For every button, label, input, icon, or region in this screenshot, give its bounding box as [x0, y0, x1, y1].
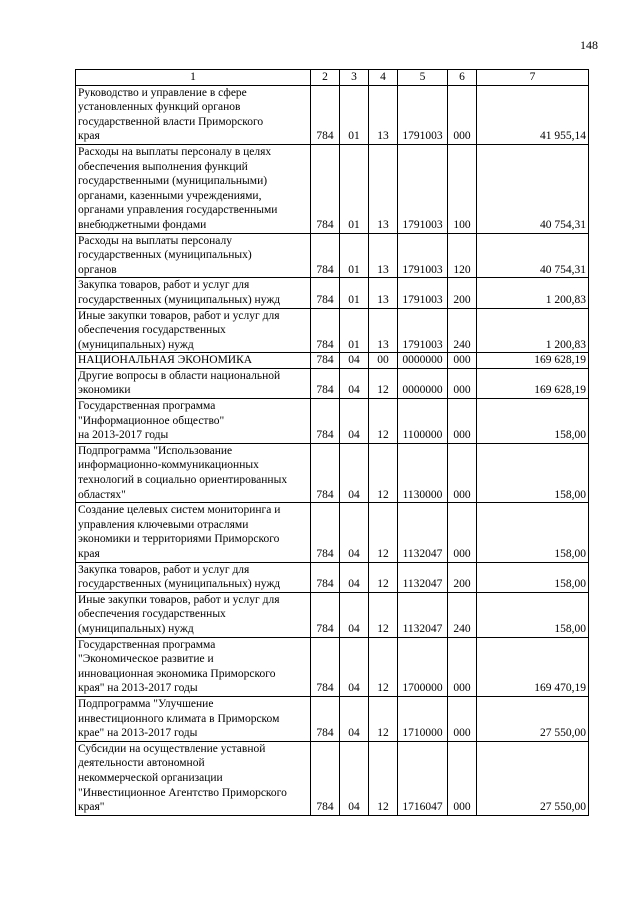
- item-name-line: Субсидии на осуществление уставной: [78, 742, 266, 755]
- item-name-line: обеспечения государственных: [78, 324, 226, 337]
- subsection-code: 13: [369, 144, 398, 233]
- item-name-line: технологий в социально ориентированных: [78, 474, 288, 487]
- ministry-code: 784: [311, 399, 340, 444]
- item-name-line: Другие вопросы в области национальной: [78, 369, 281, 382]
- table-row: [76, 144, 589, 233]
- item-name-line: Иные закупки товаров, работ и услуг для: [78, 593, 280, 606]
- item-name-line: на 2013-2017 годы: [78, 429, 169, 442]
- amount: 27 550,00: [477, 741, 589, 815]
- item-name-line: областях": [78, 488, 126, 501]
- item-name: [76, 308, 311, 353]
- item-name-line: управления ключевыми отраслями: [78, 518, 249, 531]
- amount: 40 754,31: [477, 233, 589, 278]
- item-name: [76, 562, 311, 592]
- item-name-line: государственных (муниципальных) нужд: [78, 293, 281, 306]
- section-code: 04: [340, 562, 369, 592]
- item-name: [76, 353, 311, 369]
- item-name-line: края" на 2013-2017 годы: [78, 682, 198, 695]
- ministry-code: 784: [311, 592, 340, 637]
- item-name: [76, 368, 311, 398]
- article-code: 0000000: [398, 368, 448, 398]
- article-code: 1130000: [398, 443, 448, 502]
- table-row: [76, 696, 589, 741]
- column-header-1: 1: [76, 70, 311, 86]
- column-header-2: 2: [311, 70, 340, 86]
- column-header-7: 7: [477, 70, 589, 86]
- article-code: 1132047: [398, 562, 448, 592]
- expense-type-code: 200: [448, 278, 477, 308]
- item-name-line: Подпрограмма "Улучшение: [78, 697, 214, 710]
- table-row: [76, 443, 589, 502]
- expense-type-code: 000: [448, 443, 477, 502]
- expense-type-code: 000: [448, 741, 477, 815]
- article-code: 1791003: [398, 144, 448, 233]
- item-name-line: края: [78, 548, 100, 560]
- item-name: [76, 443, 311, 502]
- item-name-line: Расходы на выплаты персоналу в целях: [78, 145, 272, 158]
- section-code: 04: [340, 637, 369, 696]
- page-number: 148: [580, 38, 598, 52]
- item-name-line: органами, казенными учреждениями,: [78, 189, 262, 202]
- item-name-line: (муниципальных) нужд: [78, 622, 194, 635]
- section-code: 04: [340, 696, 369, 741]
- amount: 40 754,31: [477, 144, 589, 233]
- amount: 169 470,19: [477, 637, 589, 696]
- item-name-line: государственных (муниципальных): [78, 249, 252, 262]
- column-header-6: 6: [448, 70, 477, 86]
- amount: 169 628,19: [477, 353, 589, 369]
- table-row: [76, 637, 589, 696]
- section-code: 04: [340, 443, 369, 502]
- ministry-code: 784: [311, 353, 340, 369]
- table-header-row: [76, 70, 589, 86]
- subsection-code: 13: [369, 278, 398, 308]
- subsection-code: 12: [369, 562, 398, 592]
- item-name-line: обеспечения государственных: [78, 608, 226, 621]
- article-code: 1710000: [398, 696, 448, 741]
- ministry-code: 784: [311, 144, 340, 233]
- article-code: 1791003: [398, 233, 448, 278]
- item-name: [76, 233, 311, 278]
- table-row: [76, 368, 589, 398]
- article-code: 1716047: [398, 741, 448, 815]
- item-name: [76, 637, 311, 696]
- amount: 158,00: [477, 592, 589, 637]
- ministry-code: 784: [311, 443, 340, 502]
- ministry-code: 784: [311, 233, 340, 278]
- section-code: 04: [340, 741, 369, 815]
- item-name: [76, 85, 311, 144]
- table-row: [76, 741, 589, 815]
- ministry-code: 784: [311, 741, 340, 815]
- expense-type-code: 240: [448, 592, 477, 637]
- section-code: 04: [340, 592, 369, 637]
- table-row: [76, 233, 589, 278]
- article-code: 0000000: [398, 353, 448, 369]
- item-name-line: инвестиционного климата в Приморском: [78, 712, 280, 725]
- item-name-line: края": [78, 801, 105, 814]
- expense-type-code: 000: [448, 637, 477, 696]
- subsection-code: 13: [369, 233, 398, 278]
- expense-type-code: 000: [448, 353, 477, 369]
- table-row: [76, 503, 589, 562]
- expense-type-code: 240: [448, 308, 477, 353]
- subsection-code: 12: [369, 368, 398, 398]
- section-code: 01: [340, 233, 369, 278]
- item-name: [76, 144, 311, 233]
- item-name: [76, 696, 311, 741]
- section-code: 01: [340, 144, 369, 233]
- item-name-line: органами управления государственными: [78, 204, 278, 217]
- subsection-code: 12: [369, 443, 398, 502]
- item-name-line: Закупка товаров, работ и услуг для: [78, 279, 250, 292]
- expense-type-code: 000: [448, 399, 477, 444]
- article-code: 1700000: [398, 637, 448, 696]
- item-name-line: государственных (муниципальных) нужд: [78, 578, 281, 591]
- item-name-line: экономики и территориями Приморского: [78, 533, 280, 546]
- item-name-line: края: [78, 130, 100, 143]
- expense-type-code: 100: [448, 144, 477, 233]
- ministry-code: 784: [311, 85, 340, 144]
- article-code: 1791003: [398, 278, 448, 308]
- item-name: [76, 592, 311, 637]
- amount: 158,00: [477, 503, 589, 562]
- item-name: [76, 399, 311, 444]
- item-name-line: государственной власти Приморского: [78, 115, 264, 128]
- article-code: 1100000: [398, 399, 448, 444]
- amount: 27 550,00: [477, 696, 589, 741]
- expense-type-code: 000: [448, 696, 477, 741]
- section-code: 04: [340, 503, 369, 562]
- section-code: 04: [340, 399, 369, 444]
- amount: 158,00: [477, 443, 589, 502]
- subsection-code: 13: [369, 85, 398, 144]
- table-row: [76, 353, 589, 369]
- ministry-code: 784: [311, 696, 340, 741]
- amount: 1 200,83: [477, 308, 589, 353]
- expense-type-code: 120: [448, 233, 477, 278]
- amount: 158,00: [477, 562, 589, 592]
- amount: 169 628,19: [477, 368, 589, 398]
- subsection-code: 12: [369, 503, 398, 562]
- item-name-line: "Информационное общество": [78, 414, 225, 427]
- subsection-code: 12: [369, 637, 398, 696]
- section-code: 01: [340, 308, 369, 353]
- section-code: 01: [340, 85, 369, 144]
- article-code: 1132047: [398, 592, 448, 637]
- article-code: 1791003: [398, 308, 448, 353]
- budget-table: [75, 69, 589, 816]
- item-name-line: Государственная программа: [78, 400, 216, 413]
- subsection-code: 12: [369, 592, 398, 637]
- item-name-line: установленных функций органов: [78, 101, 241, 114]
- table-row: [76, 85, 589, 144]
- item-name-line: Расходы на выплаты персоналу: [78, 234, 232, 247]
- item-name-line: Создание целевых систем мониторинга и: [78, 504, 281, 517]
- item-name-line: деятельности автономной: [78, 757, 205, 770]
- expense-type-code: 000: [448, 368, 477, 398]
- amount: 41 955,14: [477, 85, 589, 144]
- item-name: [76, 741, 311, 815]
- ministry-code: 784: [311, 637, 340, 696]
- subsection-code: 13: [369, 308, 398, 353]
- item-name-line: НАЦИОНАЛЬНАЯ ЭКОНОМИКА: [78, 354, 253, 367]
- item-name-line: экономики: [78, 384, 131, 397]
- item-name-line: "Инвестиционное Агентство Приморского: [78, 786, 287, 799]
- item-name-line: органов: [78, 263, 117, 276]
- item-name-line: (муниципальных) нужд: [78, 338, 194, 351]
- table-row: [76, 592, 589, 637]
- column-header-4: 4: [369, 70, 398, 86]
- table-row: [76, 399, 589, 444]
- section-code: 01: [340, 278, 369, 308]
- ministry-code: 784: [311, 308, 340, 353]
- table-row: [76, 278, 589, 308]
- expense-type-code: 000: [448, 503, 477, 562]
- subsection-code: 12: [369, 741, 398, 815]
- ministry-code: 784: [311, 278, 340, 308]
- subsection-code: 00: [369, 353, 398, 369]
- item-name-line: внебюджетными фондами: [78, 218, 207, 231]
- item-name-line: крае" на 2013-2017 годы: [78, 727, 198, 740]
- expense-type-code: 000: [448, 85, 477, 144]
- item-name-line: инновационная экономика Приморского: [78, 667, 276, 680]
- table-row: [76, 562, 589, 592]
- table-row: [76, 308, 589, 353]
- item-name-line: некоммерческой организации: [78, 771, 223, 784]
- section-code: 04: [340, 353, 369, 369]
- item-name-line: Закупка товаров, работ и услуг для: [78, 563, 250, 576]
- item-name-line: Государственная программа: [78, 638, 216, 651]
- column-header-5: 5: [398, 70, 448, 86]
- expense-type-code: 200: [448, 562, 477, 592]
- ministry-code: 784: [311, 503, 340, 562]
- ministry-code: 784: [311, 368, 340, 398]
- item-name-line: Руководство и управление в сфере: [78, 86, 247, 99]
- column-header-3: 3: [340, 70, 369, 86]
- item-name-line: Подпрограмма "Использование: [78, 444, 233, 457]
- subsection-code: 12: [369, 399, 398, 444]
- item-name: [76, 278, 311, 308]
- item-name-line: обеспечения выполнения функций: [78, 160, 248, 173]
- article-code: 1132047: [398, 503, 448, 562]
- article-code: 1791003: [398, 85, 448, 144]
- item-name-line: информационно-коммуникационных: [78, 459, 259, 472]
- item-name: [76, 503, 311, 562]
- item-name-line: "Экономическое развитие и: [78, 653, 214, 666]
- amount: 158,00: [477, 399, 589, 444]
- amount: 1 200,83: [477, 278, 589, 308]
- ministry-code: 784: [311, 562, 340, 592]
- item-name-line: государственными (муниципальными): [78, 175, 268, 188]
- subsection-code: 12: [369, 696, 398, 741]
- section-code: 04: [340, 368, 369, 398]
- item-name-line: Иные закупки товаров, работ и услуг для: [78, 309, 280, 322]
